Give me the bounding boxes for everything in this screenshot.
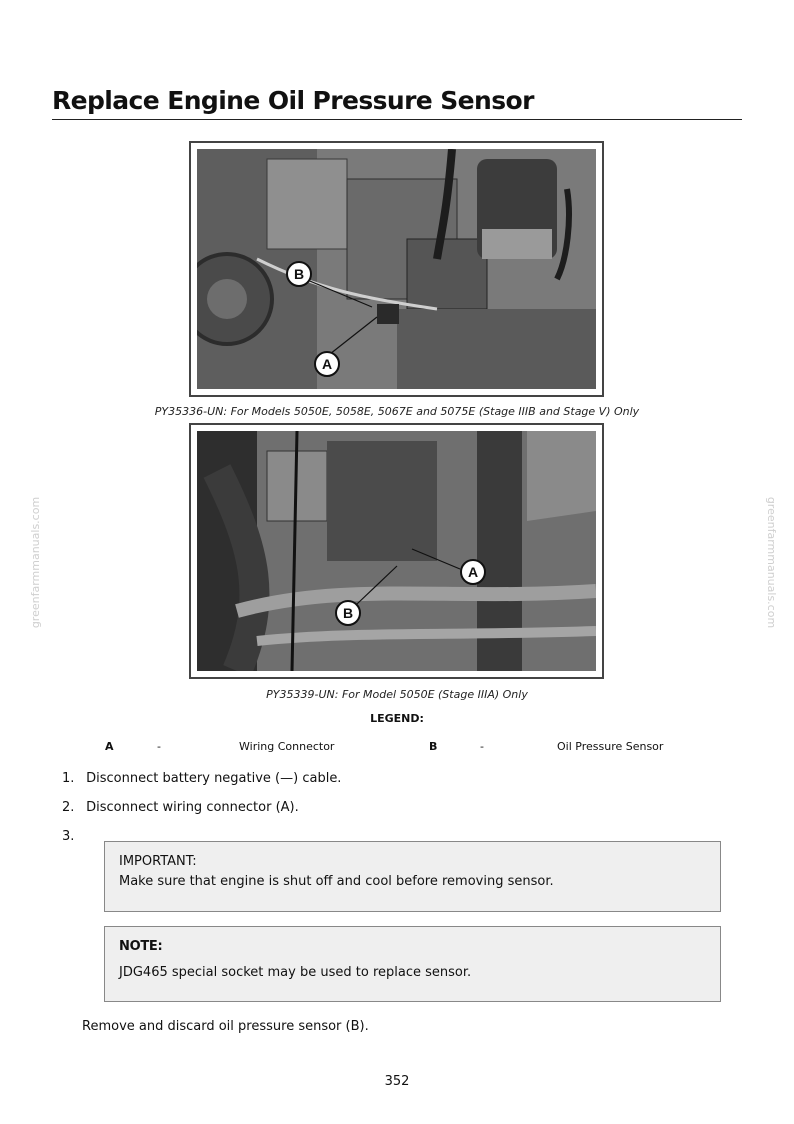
page-title: Replace Engine Oil Pressure Sensor [52,86,742,120]
step-text: Disconnect battery negative (—) cable. [86,771,342,786]
step-item [62,771,341,786]
figure-caption: PY35339-UN: For Model 5050E (Stage IIIA) Only [266,688,528,701]
page-number: 352 [384,1074,410,1089]
step-number: 3. [62,829,75,844]
legend-dash: - [157,740,161,753]
legend-letter: A [105,740,114,753]
engine-photo-stage-iiia [189,423,604,679]
engine-photo-stage-iiib-v [189,141,604,397]
watermark-right: greenfarmmanuals.com [765,496,779,629]
svg-text:A: A [467,564,479,580]
important-text: Make sure that engine is shut off and cool before removing sensor. [119,874,554,889]
figure-caption: PY35336-UN: For Models 5050E, 5058E, 5067E and 5075E (Stage IIIB and Stage V) Only [154,405,640,418]
legend-title: LEGEND: [370,712,424,725]
engine-illustration [197,431,596,671]
step-number: 1. [62,771,75,786]
svg-text:A: A [321,356,333,372]
callout-b [287,262,311,286]
svg-text:B: B [342,605,354,621]
legend-description: Oil Pressure Sensor [557,740,664,753]
step-item [62,829,82,844]
callout-a [315,352,339,376]
note-text: JDG465 special socket may be used to replace sensor. [119,965,472,980]
callout-a [461,560,485,584]
step-item [62,800,299,815]
important-header: IMPORTANT: [119,854,197,869]
legend-letter: B [429,740,438,753]
step-number: 2. [62,800,75,815]
engine-illustration [197,149,596,389]
important-box [104,841,721,912]
legend-description: Wiring Connector [239,740,335,753]
svg-text:B: B [293,266,305,282]
watermark-left: greenfarmmanuals.com [29,496,43,629]
legend-dash: - [480,740,484,753]
step-instruction: Remove and discard oil pressure sensor (B). [82,1019,369,1034]
step-text: Disconnect wiring connector (A). [86,800,299,815]
note-box [104,926,721,1002]
note-header: NOTE: [119,939,163,954]
callout-b [336,601,360,625]
